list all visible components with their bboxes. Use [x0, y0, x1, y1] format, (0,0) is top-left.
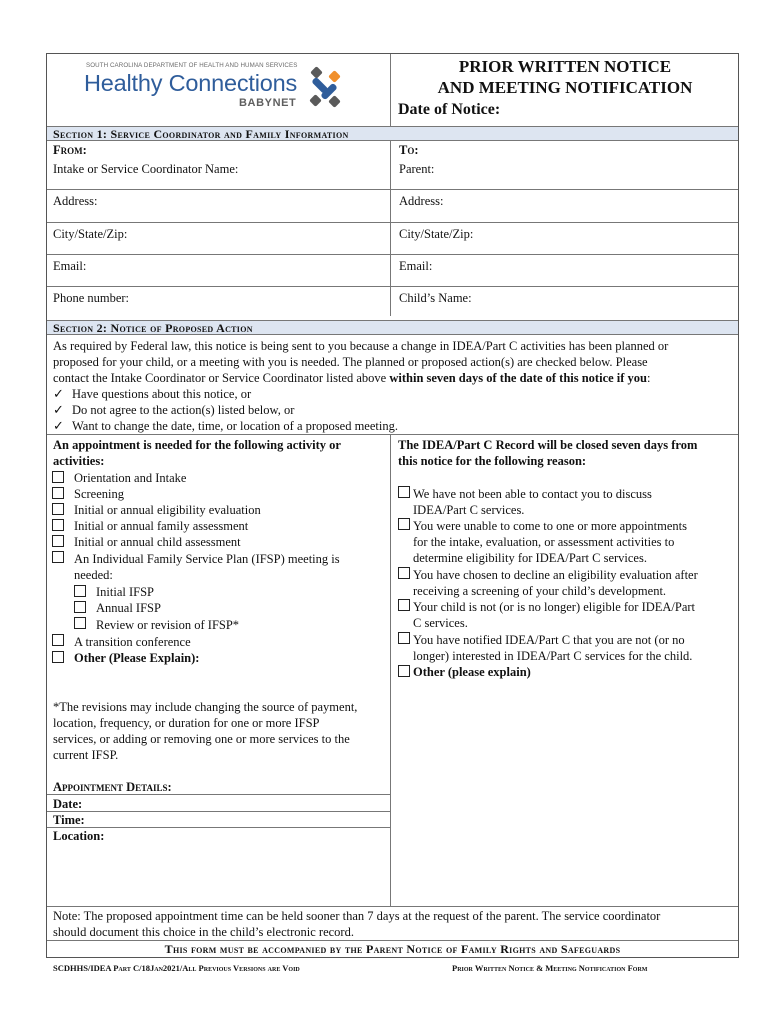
- logo-name-text: Healthy Connections: [84, 70, 298, 96]
- reason-missed-appointments-line1: You were unable to come to one or more appointments: [413, 519, 688, 533]
- reason-other-label: Other (please explain): [413, 665, 531, 679]
- orientation-checkbox[interactable]: [52, 471, 64, 483]
- reason-not-interested-checkbox[interactable]: [398, 632, 410, 644]
- coordinator-email-field[interactable]: Email:: [53, 259, 87, 273]
- parent-address-field[interactable]: Address:: [399, 194, 444, 208]
- reason-declined-evaluation-checkbox[interactable]: [398, 567, 410, 579]
- annual-ifsp-label: Annual IFSP: [96, 601, 161, 615]
- appointment-heading-line1: An appointment is needed for the following activity or: [53, 438, 341, 452]
- logo-dept-text: SOUTH CAROLINA DEPARTMENT OF HEALTH AND HUMAN SERVICES: [86, 62, 298, 69]
- parent-city-field[interactable]: City/State/Zip:: [399, 227, 474, 241]
- eligibility-evaluation-label: Initial or annual eligibility evaluation: [74, 503, 261, 517]
- parent-email-field[interactable]: Email:: [399, 259, 433, 273]
- appointment-date-field[interactable]: Date:: [53, 797, 83, 811]
- transition-label: A transition conference: [74, 635, 191, 649]
- record-closed-heading-line2: this notice for the following reason:: [398, 454, 587, 468]
- review-ifsp-checkbox[interactable]: [74, 617, 86, 629]
- revision-note-line1: *The revisions may include changing the source of payment,: [53, 700, 358, 714]
- reason-no-contact-line1: We have not been able to contact you to discuss: [413, 487, 652, 501]
- reason-missed-appointments-line3: determine eligibility for IDEA/Part C services.: [413, 551, 647, 565]
- revision-note-line4: current IFSP.: [53, 748, 119, 762]
- transition-checkbox[interactable]: [52, 634, 64, 646]
- appointment-location-field[interactable]: Location:: [53, 829, 105, 843]
- screening-label: Screening: [74, 487, 124, 501]
- section1-title: Section 1: Service Coordinator and Family Information: [47, 126, 738, 141]
- header-divider: [390, 54, 391, 126]
- coordinator-address-field[interactable]: Address:: [53, 194, 98, 208]
- ifsp-meeting-checkbox[interactable]: [52, 551, 64, 563]
- reason-declined-evaluation-line1: You have chosen to decline an eligibility evaluation after: [413, 568, 698, 582]
- review-ifsp-label: Review or revision of IFSP*: [96, 618, 240, 632]
- appointment-details-heading: Appointment Details:: [53, 780, 172, 794]
- form-code: SCDHHS/IDEA Part C/18Jan2021/All Previous Versions are Void: [53, 963, 300, 973]
- notice-paragraph-line1: As required by Federal law, this notice is being sent to you because a change in IDEA/Part C activities has been planned or: [53, 339, 669, 353]
- date-of-notice-label: Date of Notice:: [398, 101, 501, 118]
- child-assessment-checkbox[interactable]: [52, 535, 64, 547]
- reason-not-eligible-line2: C services.: [413, 616, 468, 630]
- coordinator-city-field[interactable]: City/State/Zip:: [53, 227, 128, 241]
- form-title-line2: AND MEETING NOTIFICATION: [437, 78, 693, 97]
- ifsp-meeting-label-line1: An Individual Family Service Plan (IFSP) meeting is: [74, 552, 340, 566]
- form-name-footer: Prior Written Notice & Meeting Notification Form: [452, 963, 648, 973]
- notice-reason-1: Have questions about this notice, or: [72, 387, 252, 401]
- notice-reason-2: Do not agree to the action(s) listed below, or: [72, 403, 295, 417]
- reason-not-interested-line2: longer) interested in IDEA/Part C services for the child.: [413, 649, 693, 663]
- reason-no-contact-checkbox[interactable]: [398, 486, 410, 498]
- initial-ifsp-checkbox[interactable]: [74, 585, 86, 597]
- logo-sub-text: BABYNET: [239, 97, 297, 109]
- from-label: From:: [53, 143, 87, 157]
- notice-reason-3: Want to change the date, time, or location of a proposed meeting.: [72, 419, 398, 433]
- reason-missed-appointments-checkbox[interactable]: [398, 518, 410, 530]
- reason-no-contact-line2: IDEA/Part C services.: [413, 503, 525, 517]
- section2-title: Section 2: Notice of Proposed Action: [47, 320, 738, 335]
- checkmark-icon: ✓: [53, 386, 64, 401]
- ifsp-meeting-label-line2: needed:: [74, 568, 113, 582]
- checkmark-icon: ✓: [53, 402, 64, 417]
- other-checkbox[interactable]: [52, 651, 64, 663]
- section2-divider: [390, 434, 391, 907]
- footer-note-line2: should document this choice in the child’s electronic record.: [53, 925, 354, 939]
- family-assessment-checkbox[interactable]: [52, 519, 64, 531]
- appointment-heading-line2: activities:: [53, 454, 105, 468]
- child-name-field[interactable]: Child’s Name:: [399, 291, 472, 305]
- coordinator-phone-field[interactable]: Phone number:: [53, 291, 130, 305]
- child-assessment-label: Initial or annual child assessment: [74, 535, 241, 549]
- parent-field[interactable]: Parent:: [399, 162, 435, 176]
- screening-checkbox[interactable]: [52, 487, 64, 499]
- accompany-notice: This form must be accompanied by the Parent Notice of Family Rights and Safeguards: [164, 942, 621, 956]
- annual-ifsp-checkbox[interactable]: [74, 601, 86, 613]
- notice-paragraph-line3: contact the Intake Coordinator or Service Coordinator listed above within seven days of the date of this notice if you:: [53, 371, 651, 385]
- section1-divider: [390, 141, 391, 316]
- coordinator-name-field[interactable]: Intake or Service Coordinator Name:: [53, 162, 239, 176]
- to-label: To:: [399, 143, 419, 157]
- footer-note-line1: Note: The proposed appointment time can be held sooner than 7 days at the request of the parent. The service coordinator: [53, 909, 661, 923]
- checkmark-icon: ✓: [53, 418, 64, 433]
- appointment-time-field[interactable]: Time:: [53, 813, 85, 827]
- revision-note-line2: location, frequency, or duration for one or more IFSP: [53, 716, 320, 730]
- reason-not-interested-line1: You have notified IDEA/Part C that you are not (or no: [413, 633, 685, 647]
- other-label: Other (Please Explain):: [74, 651, 200, 665]
- orientation-label: Orientation and Intake: [74, 471, 187, 485]
- reason-declined-evaluation-line2: receiving a screening of your child’s development.: [413, 584, 667, 598]
- reason-not-eligible-checkbox[interactable]: [398, 599, 410, 611]
- initial-ifsp-label: Initial IFSP: [96, 585, 154, 599]
- revision-note-line3: services, or adding or removing one or more services to the: [53, 732, 350, 746]
- form-title-line1: PRIOR WRITTEN NOTICE: [458, 57, 672, 76]
- notice-paragraph-line2: proposed for your child, or a meeting with you is needed. The planned or proposed action(s) are checked below. Please: [53, 355, 648, 369]
- record-closed-heading-line1: The IDEA/Part C Record will be closed seven days from: [398, 438, 698, 452]
- eligibility-evaluation-checkbox[interactable]: [52, 503, 64, 515]
- reason-not-eligible-line1: Your child is not (or is no longer) eligible for IDEA/Part: [413, 600, 696, 614]
- reason-missed-appointments-line2: for the intake, evaluation, or assessment activities to: [413, 535, 675, 549]
- family-assessment-label: Initial or annual family assessment: [74, 519, 249, 533]
- reason-other-checkbox[interactable]: [398, 665, 410, 677]
